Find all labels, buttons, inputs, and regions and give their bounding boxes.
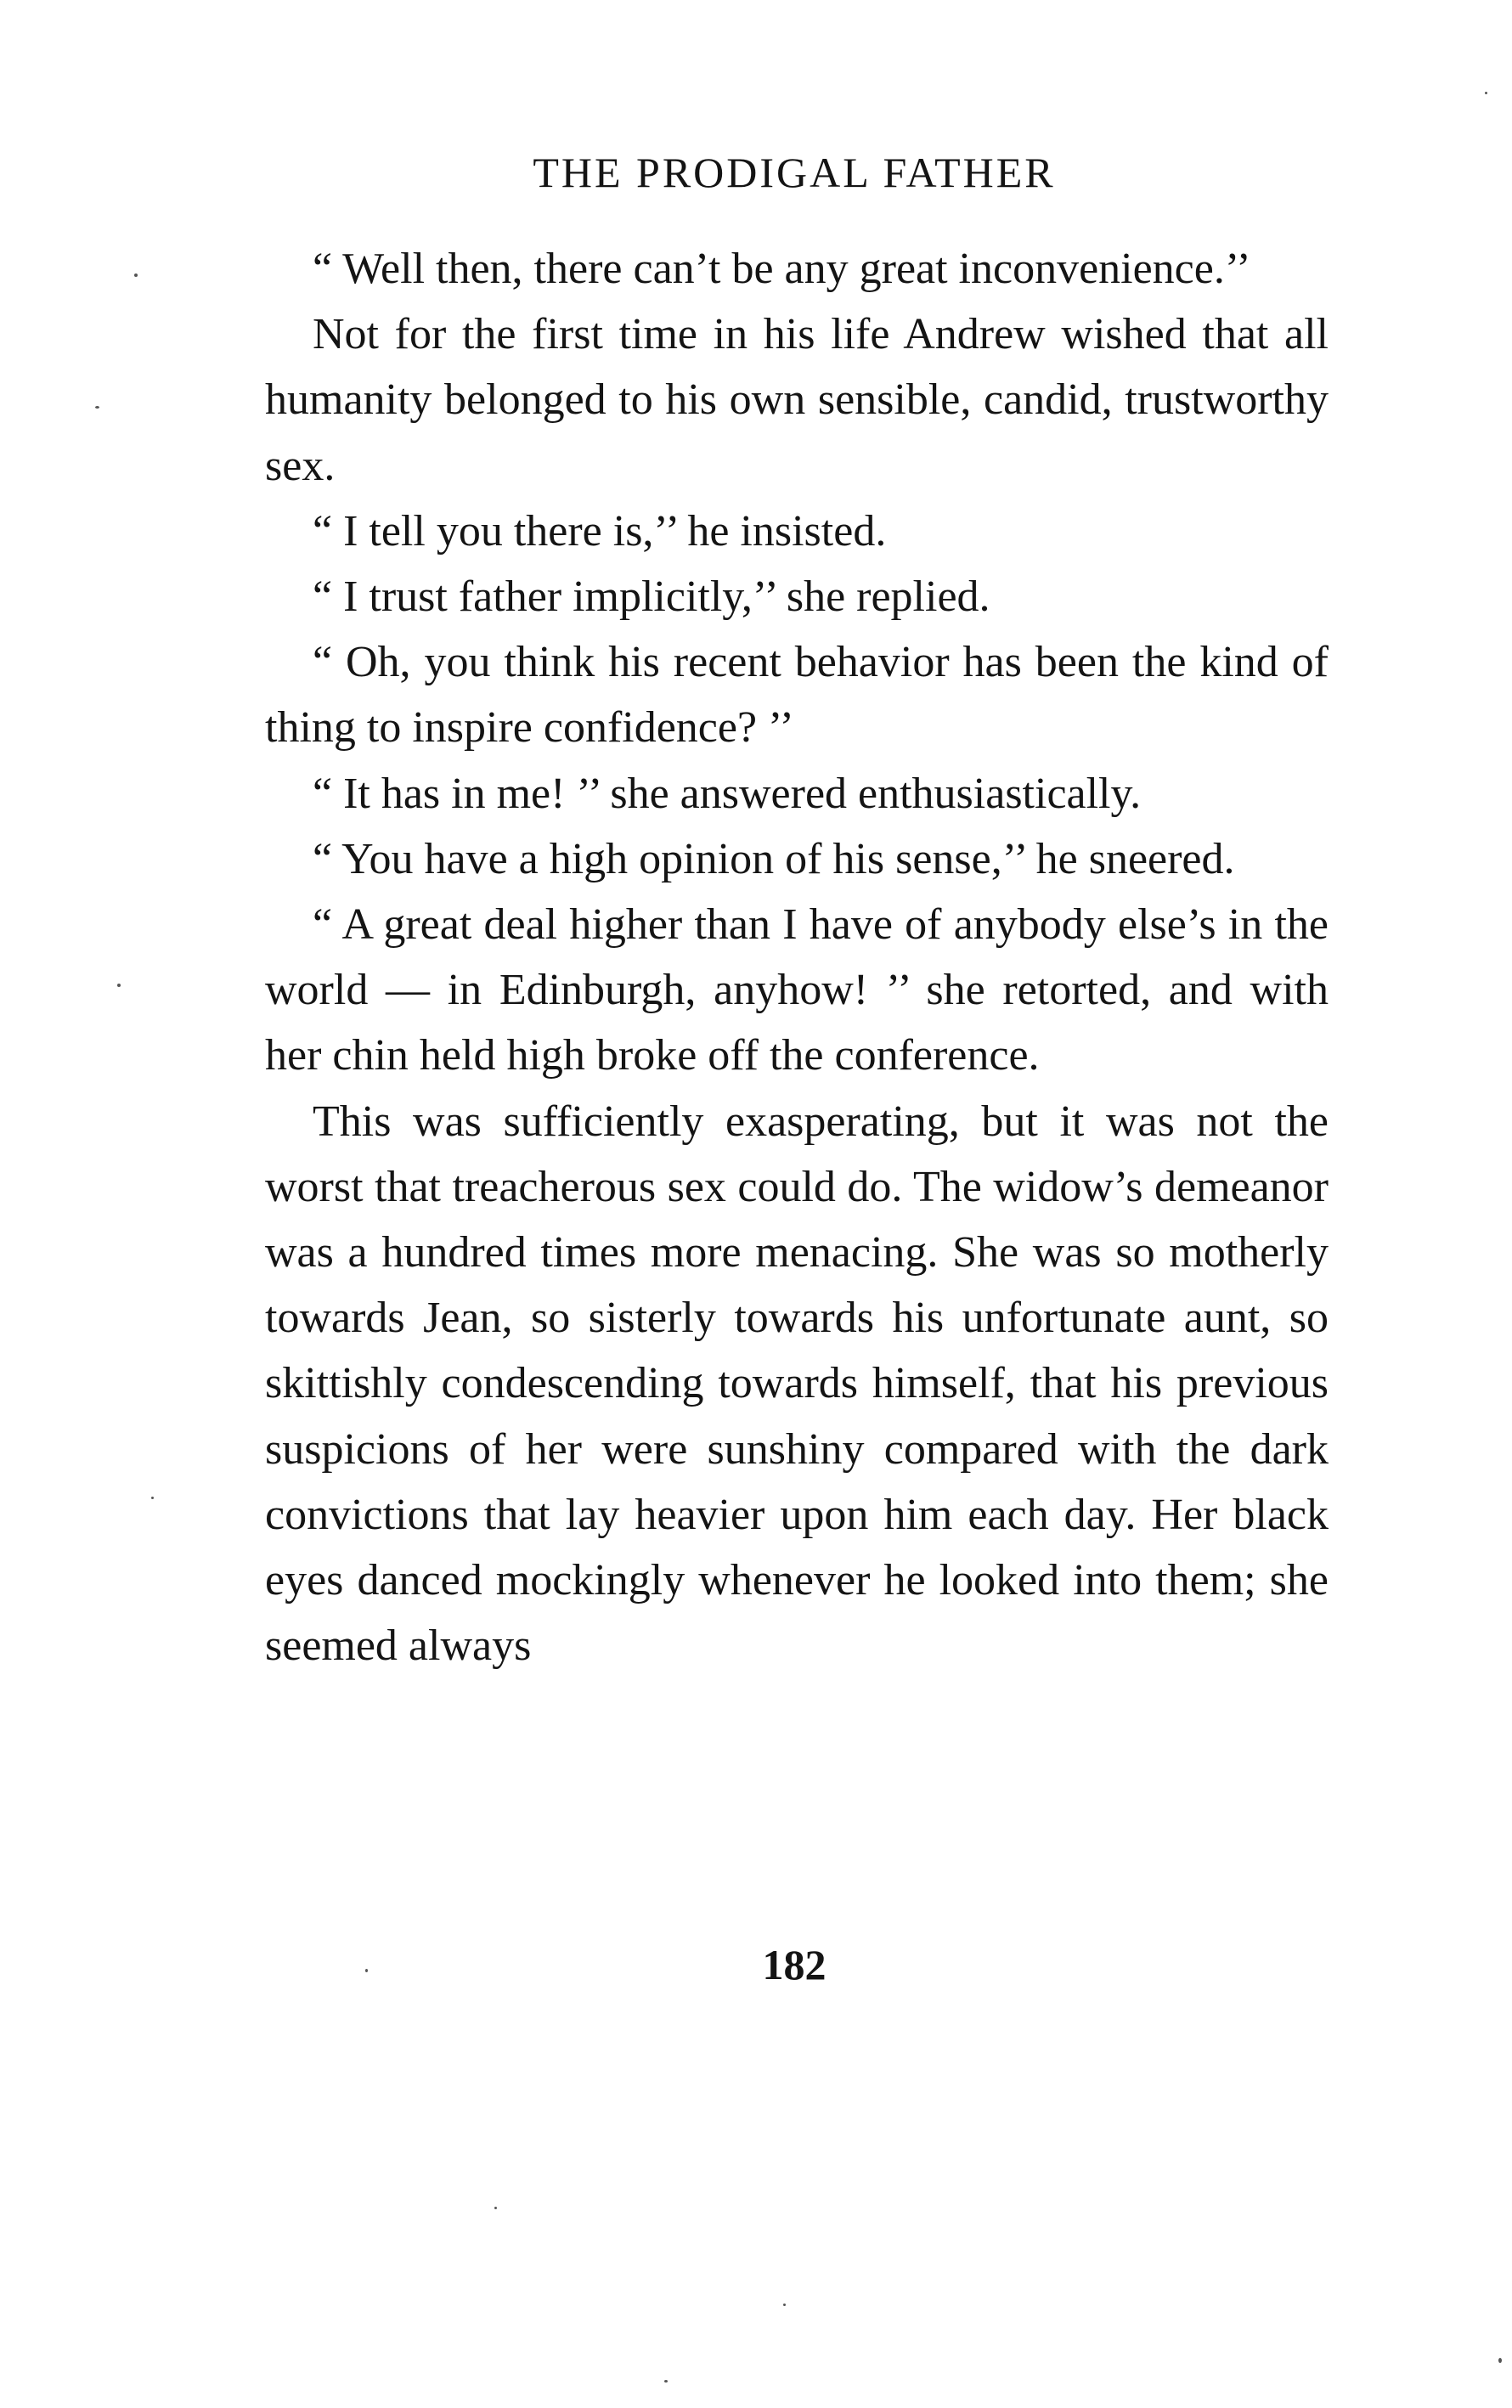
scan-speck bbox=[151, 1497, 154, 1499]
scan-speck bbox=[1485, 92, 1487, 94]
scan-speck bbox=[95, 406, 99, 409]
running-head: THE PRODIGAL FATHER bbox=[533, 149, 1056, 196]
scan-speck bbox=[117, 984, 121, 987]
paragraph: “ Well then, there can’t be any great inconvenience.’’ bbox=[313, 245, 1251, 293]
scan-speck bbox=[494, 2207, 497, 2209]
body-text bbox=[265, 236, 1329, 1678]
paragraph: “ You have a high opinion of his sense,’’ he sneered. bbox=[313, 834, 1235, 883]
scan-speck bbox=[783, 2304, 786, 2306]
scan-speck bbox=[664, 2380, 668, 2383]
scan-speck bbox=[134, 274, 138, 277]
page-number: 182 bbox=[762, 1941, 827, 1988]
paragraph: “ It has in me! ’’ she answered enthusiastically. bbox=[313, 769, 1142, 818]
scan-speck bbox=[1498, 2358, 1502, 2363]
scan-speck bbox=[365, 1969, 368, 1972]
paragraph: “ I trust father implicitly,’’ she replied. bbox=[313, 572, 990, 622]
paragraph: “ A great deal higher than I have of anybody else’s in the world — in Edinburgh, anyhow! ’’ she retorted, and with her chin held high broke off the conference. bbox=[265, 900, 1329, 1080]
paragraph: Not for the first time in his life Andrew wished that all humanity belonged to his own sensible, candid, trustworthy sex. bbox=[265, 310, 1329, 490]
paragraph: This was sufficiently exasperating, but it was not the worst that treacherous sex could do. The widow’s demeanor was a hundred times more menacing. She was so motherly towards Jean, so sisterly towards his unfortunate aunt, so skittishly condescending towards himself, that his previous suspicions of her were sunshiny compared with the dark convictions that lay heavier upon him each day. Her black eyes danced mockingly whenever he looked into them; she seemed always bbox=[265, 1097, 1329, 1671]
paragraph: “ Oh, you think his recent behavior has been the kind of thing to inspire confidence? ’’ bbox=[265, 638, 1329, 753]
paragraph: “ I tell you there is,’’ he insisted. bbox=[313, 506, 887, 555]
